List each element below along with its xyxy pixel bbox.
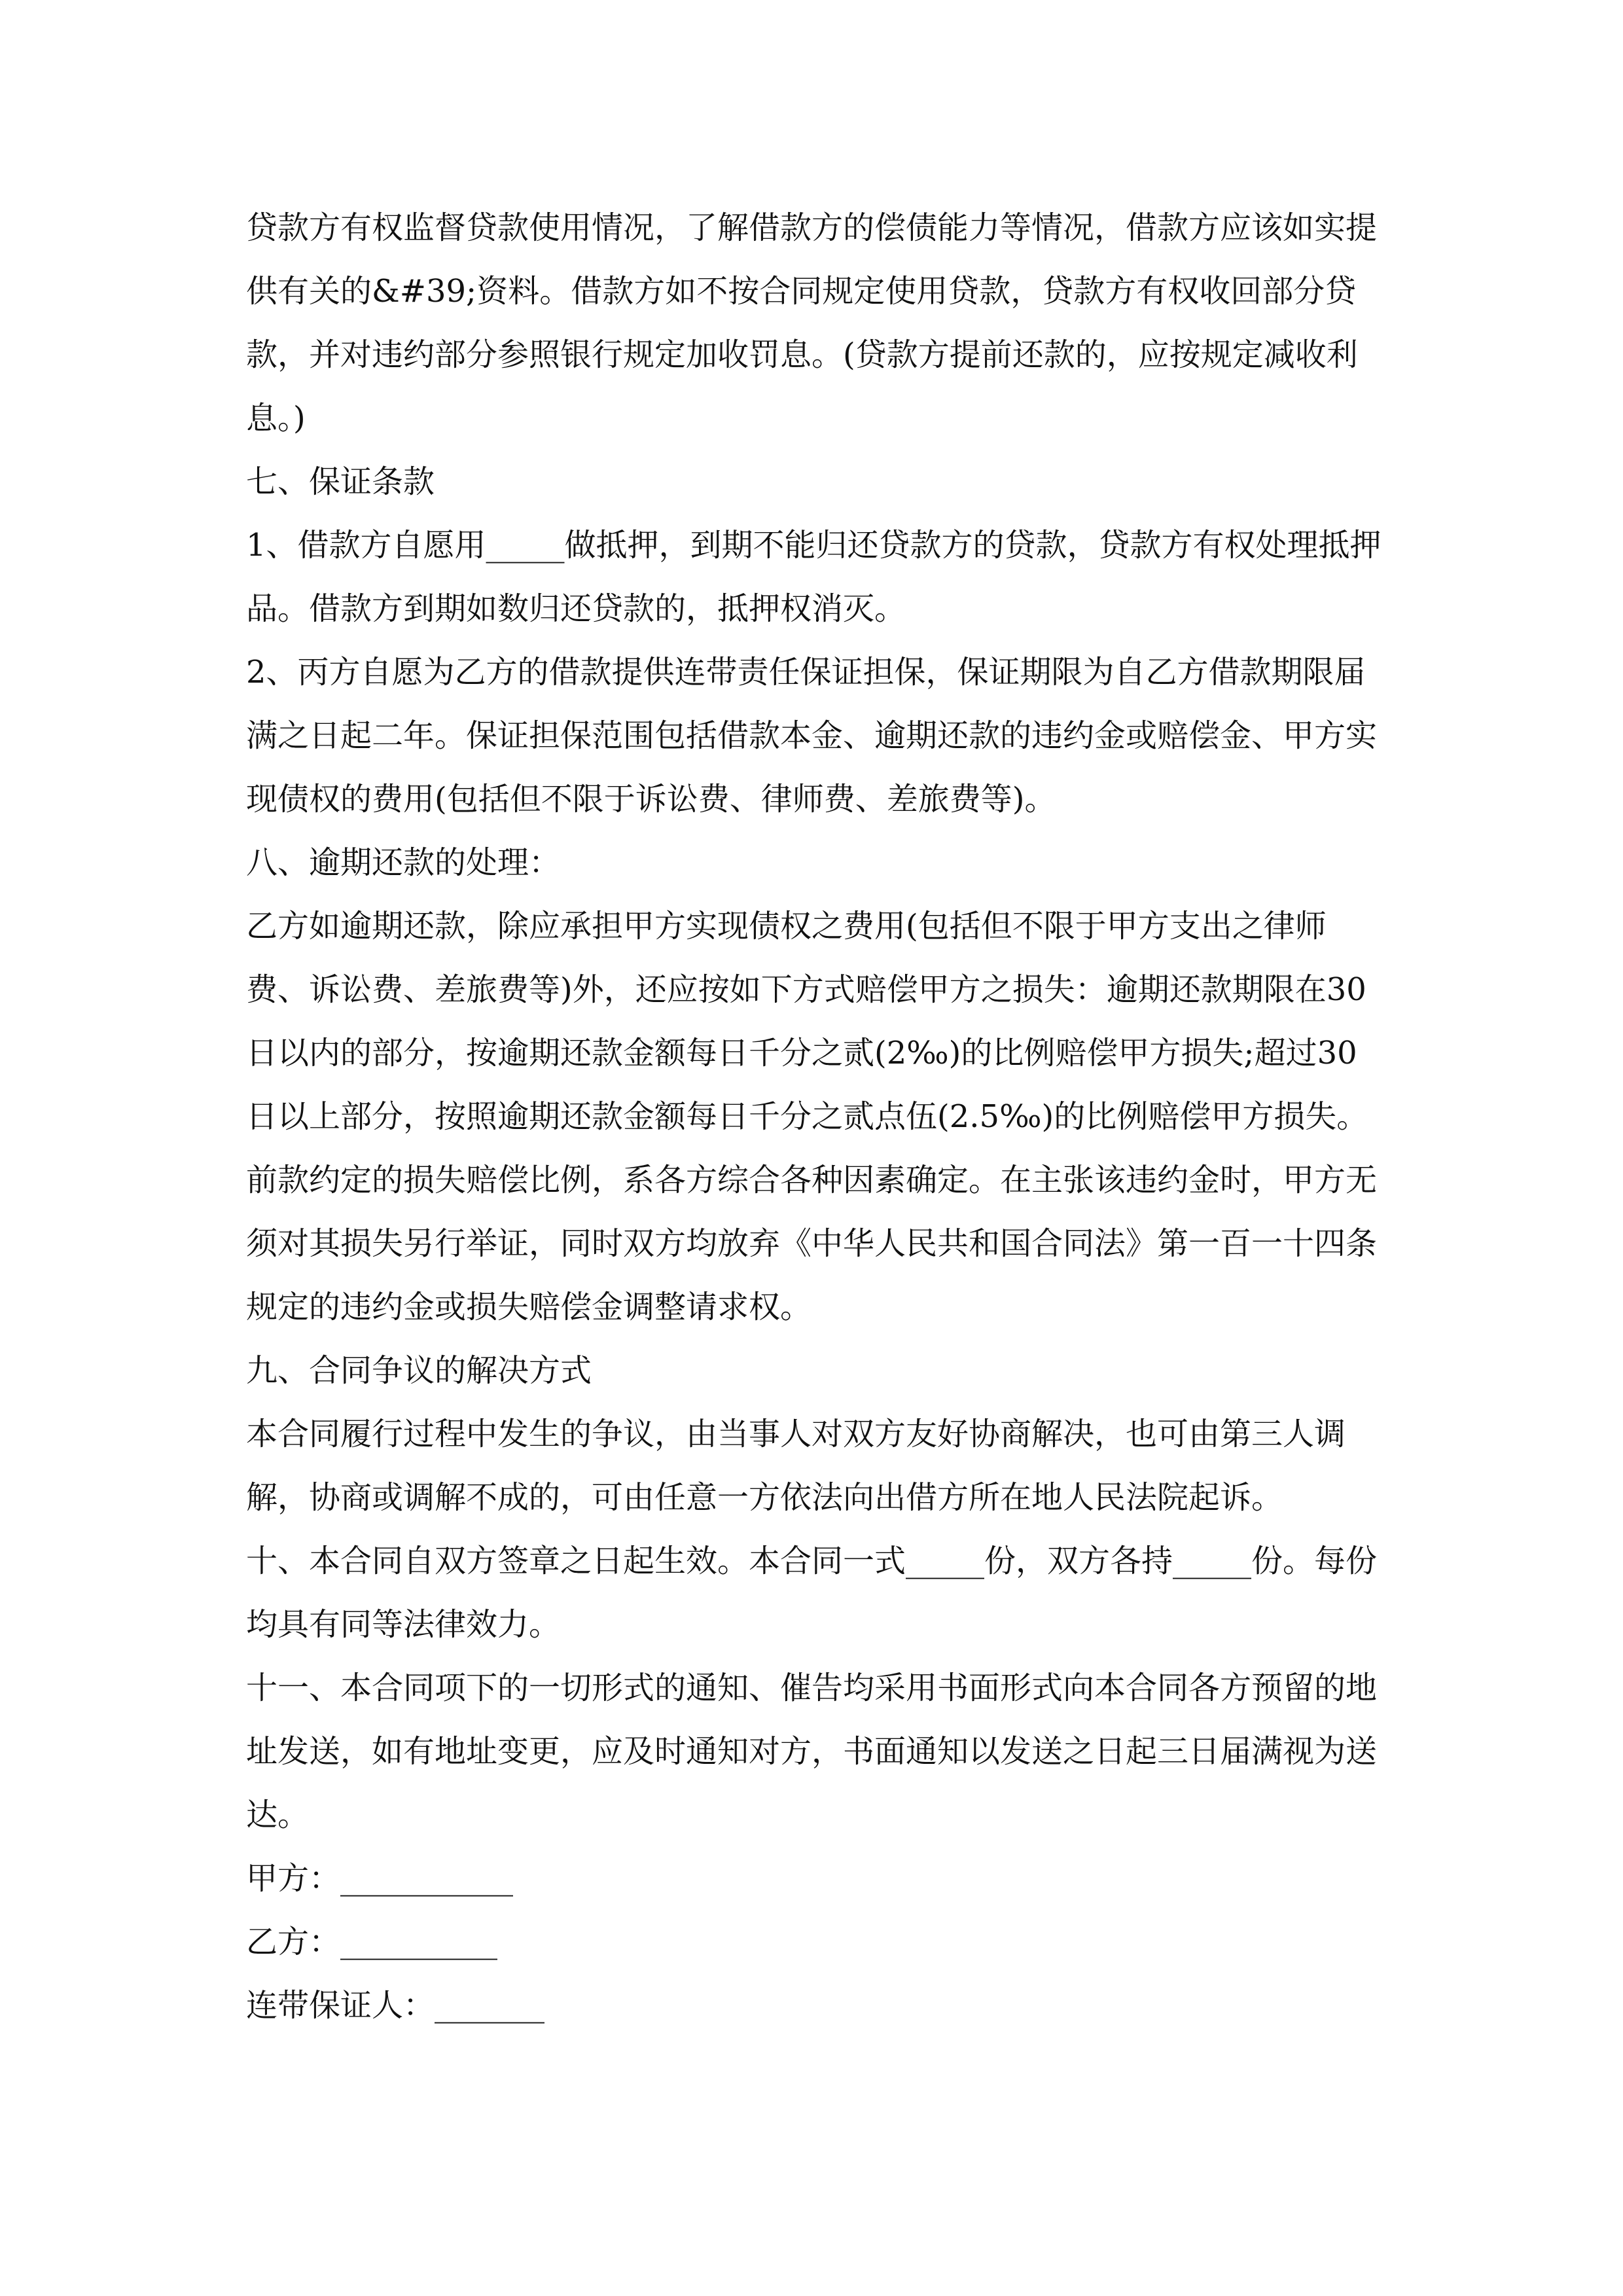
- signature-party-a: 甲方：___________: [246, 1860, 514, 1897]
- paragraph-joint-guarantee: 2、丙方自愿为乙方的借款提供连带责任保证担保，保证期限为自乙方借款期限届满之日起二年。保证担保范围包括借款本金、逾期还款的违约金或赔偿金、甲方实现债权的费用(包括但不限于诉讼费、律师费、差旅费等)。: [246, 654, 1378, 817]
- heading-guarantee-clause: 七、保证条款: [246, 463, 435, 500]
- paragraph-overdue-penalty: 乙方如逾期还款，除应承担甲方实现债权之费用(包括但不限于甲方支出之律师费、诉讼费、差旅费等)外，还应按如下方式赔偿甲方之损失：逾期还款期限在30日以内的部分，按逾期还款金额每日千分之贰(2‰)的比例赔偿甲方损失;超过30日以上部分，按照逾期还款金额每日千分之贰点伍(2.5‰)的比例赔偿甲方损失。前款约定的损失赔偿比例，系各方综合各种因素确定。在主张该违约金时，甲方无须对其损失另行举证，同时双方均放弃《中华人民共和国合同法》第一百一十四条规定的违约金或损失赔偿金调整请求权。: [246, 908, 1378, 1325]
- signature-guarantor: 连带保证人：_______: [246, 1987, 545, 2024]
- heading-overdue-handling: 八、逾期还款的处理：: [246, 844, 561, 881]
- document-page: [246, 196, 1385, 2037]
- paragraph-dispute-resolution: 本合同履行过程中发生的争议，由当事人对双方友好协商解决，也可由第三人调解，协商或调解不成的，可由任意一方依法向出借方所在地人民法院起诉。: [246, 1416, 1346, 1516]
- signature-party-b: 乙方：__________: [246, 1924, 498, 1960]
- paragraph-collateral: 1、借款方自愿用_____做抵押，到期不能归还贷款方的贷款，贷款方有权处理抵押品。借款方到期如数归还贷款的，抵押权消灭。: [246, 527, 1382, 627]
- paragraph-notices: 十一、本合同项下的一切形式的通知、催告均采用书面形式向本合同各方预留的地址发送，如有地址变更，应及时通知对方，书面通知以发送之日起三日届满视为送达。: [246, 1670, 1378, 1833]
- heading-dispute-resolution: 九、合同争议的解决方式: [246, 1352, 592, 1389]
- paragraph-loan-supervision: 贷款方有权监督贷款使用情况，了解借款方的偿债能力等情况，借款方应该如实提供有关的&#39;资料。借款方如不按合同规定使用贷款，贷款方有权收回部分贷款，并对违约部分参照银行规定加收罚息。(贷款方提前还款的，应按规定减收利息。): [246, 209, 1378, 437]
- paragraph-effectiveness: 十、本合同自双方签章之日起生效。本合同一式_____份，双方各持_____份。每份均具有同等法律效力。: [246, 1543, 1378, 1643]
